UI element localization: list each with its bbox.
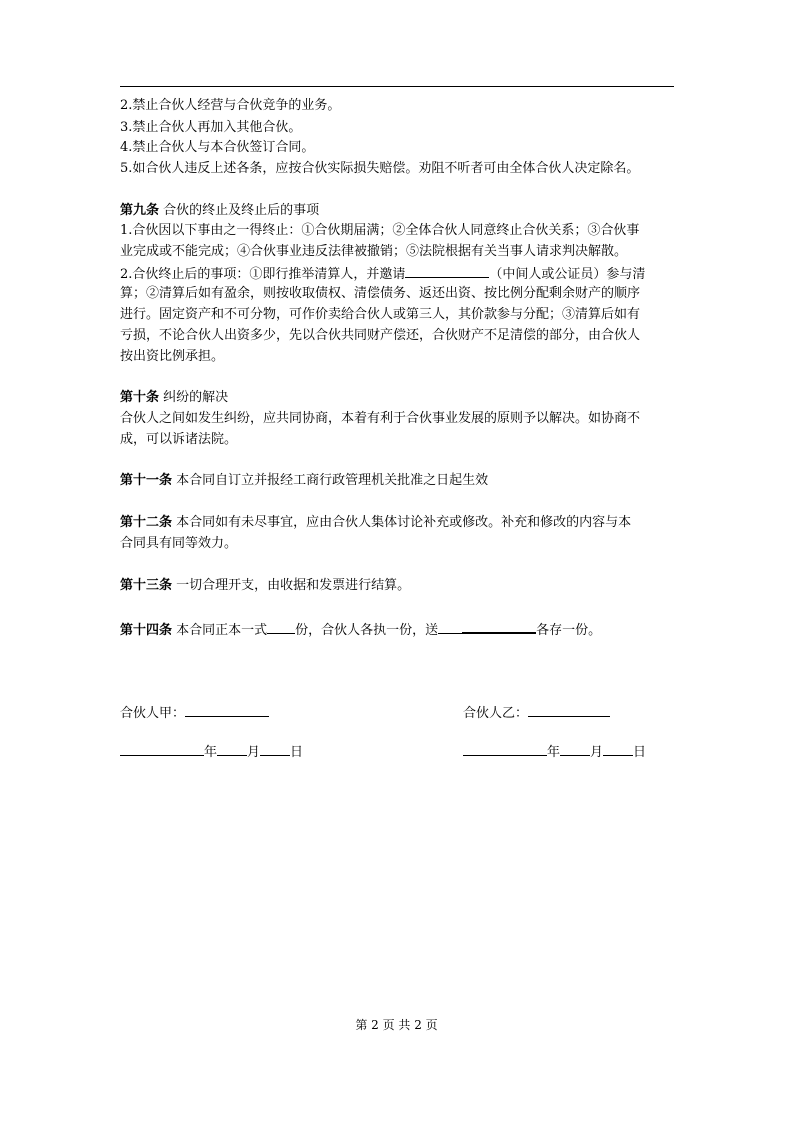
party-a-signature: [120, 704, 269, 722]
clause12-text-1: 本合同如有未尽事宜，应由合伙人集体讨论补充或修改。补充和修改的内容与本: [172, 515, 632, 530]
clause9-line-3b: （中间人或公证员）参与清: [489, 267, 646, 282]
party-b-month-blank[interactable]: [560, 743, 590, 756]
party-a-month-blank[interactable]: [217, 743, 247, 756]
party-b-day-label: 日: [633, 745, 647, 760]
clause8-item-4: 4.禁止合伙人与本合伙签订合同。: [120, 140, 315, 155]
clause12-heading: 第十二条: [120, 515, 173, 530]
party-a-year-blank[interactable]: [120, 743, 204, 756]
clause11-text: 本合同自订立并报经工商行政管理机关批准之日起生效: [172, 473, 489, 488]
clause10-line-1: 合伙人之间如发生纠纷，应共同协商，本着有利于合伙事业发展的原则予以解决。如协商不: [120, 411, 641, 426]
clause9-line-6: 亏损，不论合伙人出资多少，先以合伙共同财产偿还，合伙财产不足清偿的部分，由合伙人: [120, 328, 641, 343]
clause8-item-2: 2.禁止合伙人经营与合伙竞争的业务。: [120, 98, 341, 113]
clause12-line-2: 合同具有同等效力。: [120, 536, 238, 551]
clause12-line-1: [120, 515, 680, 531]
party-b-signature: [463, 704, 610, 722]
clause10-title: 纠纷的解决: [159, 390, 229, 405]
header-rule: [120, 86, 674, 87]
recipient-blank-short[interactable]: [438, 621, 462, 634]
party-b-year-label: 年: [547, 745, 561, 760]
clause14-text-1: 本合同正本一式: [172, 623, 268, 638]
clause9-line-5: 进行。固定资产和不可分物，可作价卖给合伙人或第三人，其价款参与分配；③清算后如有: [120, 307, 641, 322]
page-number-footer: 第 2 页 共 2 页: [355, 1018, 438, 1032]
party-a-date: [120, 743, 303, 761]
clause10-line-2: 成，可以诉诸法院。: [120, 432, 238, 447]
clause13-text: 一切合理开支，由收据和发票进行结算。: [172, 578, 411, 593]
clause13-heading: 第十三条: [120, 578, 173, 593]
party-a-day-label: 日: [290, 745, 304, 760]
liquidation-blank[interactable]: [405, 265, 489, 278]
clause8-item-5: 5.如合伙人违反上述各条，应按合伙实际损失赔偿。劝阻不听者可由全体合伙人决定除名。: [120, 161, 640, 176]
clause14-heading: 第十四条: [120, 623, 173, 638]
party-a-blank[interactable]: [185, 704, 269, 717]
party-b-blank[interactable]: [528, 704, 610, 717]
clause14-line: [120, 620, 680, 636]
party-b-month-label: 月: [590, 745, 604, 760]
party-b-day-blank[interactable]: [603, 743, 633, 756]
clause14-text-2: 份，合伙人各执一份，送: [295, 623, 439, 638]
clause9-line-4: 算；②清算后如有盈余，则按收取债权、清偿债务、返还出资、按比例分配剩余财产的顺序: [120, 286, 641, 301]
copies-count-blank[interactable]: [267, 621, 295, 634]
clause14-text-3: 各存一份。: [536, 623, 602, 638]
clause10-title-line: [120, 390, 680, 406]
party-a-label: 合伙人甲：: [120, 706, 186, 721]
party-a-month-label: 月: [247, 745, 261, 760]
clause9-title-line: [120, 203, 680, 219]
clause9-line-2: 业完成或不能完成；④合伙事业违反法律被撤销；⑤法院根据有关当事人请求判决解散。: [120, 244, 628, 259]
clause11-line: [120, 473, 680, 489]
clause13-line: [120, 578, 680, 594]
clause9-line-3: [120, 265, 680, 281]
clause10-heading: 第十条: [120, 390, 160, 405]
party-a-year-label: 年: [204, 745, 218, 760]
party-b-label: 合伙人乙：: [463, 706, 529, 721]
clause11-heading: 第十一条: [120, 473, 173, 488]
clause9-line-7: 按出资比例承担。: [120, 349, 225, 364]
clause9-heading: 第九条: [120, 203, 160, 218]
clause9-line-3a: 2.合伙终止后的事项：①即行推举清算人，并邀请: [120, 267, 406, 282]
party-b-year-blank[interactable]: [463, 743, 547, 756]
recipient-blank[interactable]: [462, 620, 536, 634]
clause8-item-3: 3.禁止合伙人再加入其他合伙。: [120, 120, 302, 135]
clause9-line-1: 1.合伙因以下事由之一得终止：①合伙期届满；②全体合伙人同意终止合伙关系；③合伙事: [120, 223, 640, 238]
party-b-date: [463, 743, 646, 761]
clause9-title: 合伙的终止及终止后的事项: [159, 203, 320, 218]
party-a-day-blank[interactable]: [260, 743, 290, 756]
